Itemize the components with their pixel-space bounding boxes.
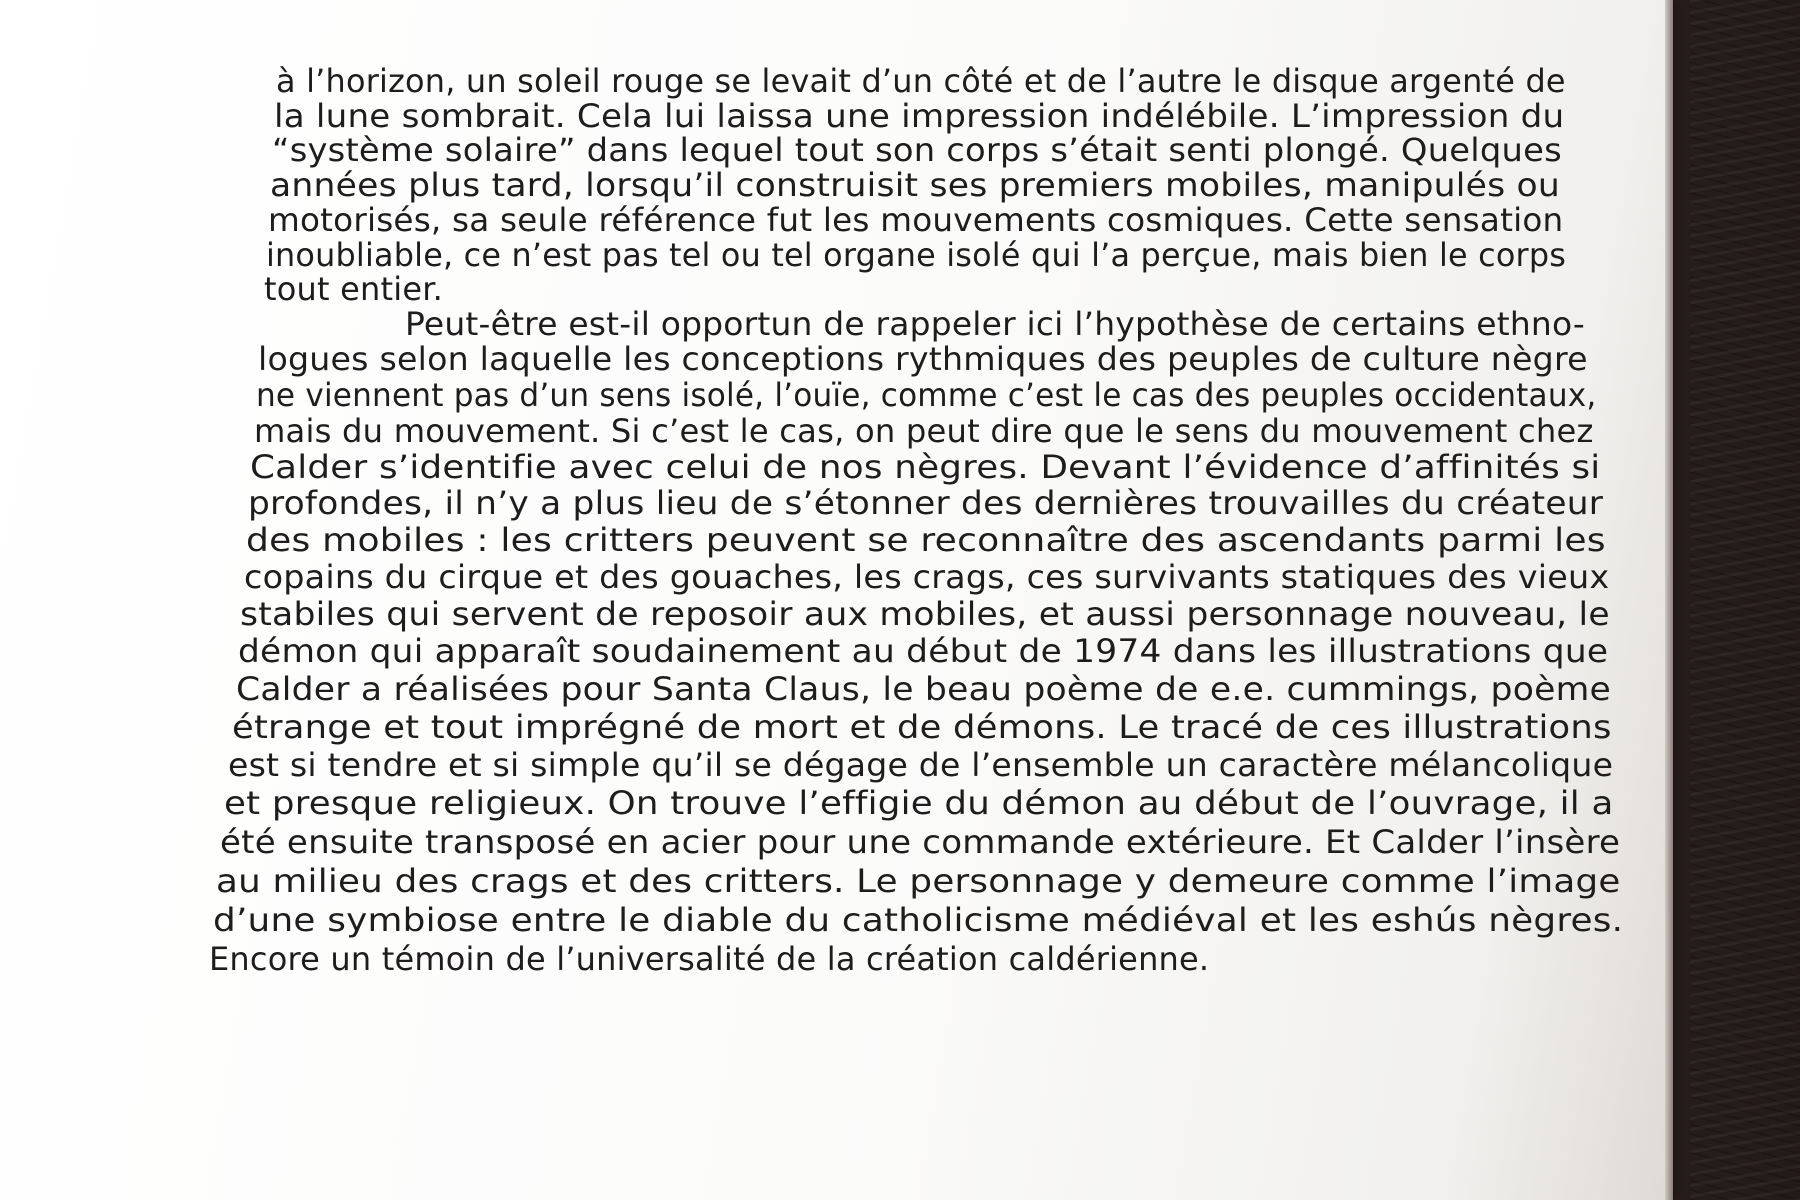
- text-line: est si tendre et si simple qu’il se dégage de l’ensemble un caractère mélancolique: [228, 746, 1614, 784]
- text-line: la lune sombrait. Cela lui laissa une impression indélébile. L’impression du: [274, 97, 1565, 135]
- text-line: profondes, il n’y a plus lieu de s’étonner des dernières trouvailles du créateur: [248, 484, 1604, 522]
- text-line: étrange et tout imprégné de mort et de démons. Le tracé de ces illustrations: [232, 708, 1612, 746]
- text-line: “système solaire” dans lequel tout son corps s’était senti plongé. Quelques: [272, 131, 1562, 169]
- text-line: démon qui apparaît soudainement au début de 1974 dans les illustrations que: [238, 632, 1609, 670]
- text-line: stabiles qui servent de reposoir aux mobiles, et aussi personnage nouveau, le: [240, 595, 1610, 633]
- text-line: années plus tard, lorsqu’il construisit ses premiers mobiles, manipulés ou: [270, 166, 1561, 204]
- text-line: Encore un témoin de l’universalité de la création caldérienne.: [209, 940, 1210, 978]
- text-line: des mobiles : les critters peuvent se reconnaître des ascendants parmi les: [246, 521, 1606, 559]
- text-line: inoubliable, ce n’est pas tel ou tel organe isolé qui l’a perçue, mais bien le corps: [266, 236, 1567, 274]
- text-line: tout entier.: [264, 270, 444, 308]
- text-line: d’une symbiose entre le diable du catholicisme médiéval et les eshús nègres.: [213, 901, 1624, 939]
- text-line: Peut-être est-il opportun de rappeler ici l’hypothèse de certains ethno-: [405, 305, 1586, 343]
- text-line: ne viennent pas d’un sens isolé, l’ouïe, comme c’est le cas des peuples occidentaux,: [256, 376, 1597, 414]
- page-edge: [1665, 0, 1673, 1200]
- text-line: été ensuite transposé en acier pour une commande extérieure. Et Calder l’insère: [220, 823, 1621, 861]
- text-line: au milieu des crags et des critters. Le personnage y demeure comme l’image: [216, 862, 1621, 900]
- dark-background: [1690, 0, 1800, 1200]
- text-line: et presque religieux. On trouve l’effigie du démon au début de l’ouvrage, il a: [224, 784, 1614, 822]
- text-line: Calder s’identifie avec celui de nos nègres. Devant l’évidence d’affinités si: [250, 448, 1601, 486]
- text-line: logues selon laquelle les conceptions rythmiques des peuples de culture nègre: [258, 340, 1588, 378]
- text-line: Calder a réalisées pour Santa Claus, le beau poème de e.e. cummings, poème: [236, 670, 1611, 708]
- text-line: à l’horizon, un soleil rouge se levait d’un côté et de l’autre le disque argenté de: [276, 62, 1566, 100]
- text-line: mais du mouvement. Si c’est le cas, on peut dire que le sens du mouvement chez: [254, 412, 1594, 450]
- text-line: motorisés, sa seule référence fut les mouvements cosmiques. Cette sensation: [268, 201, 1564, 239]
- text-line: copains du cirque et des gouaches, les crags, ces survivants statiques des vieux: [244, 558, 1610, 596]
